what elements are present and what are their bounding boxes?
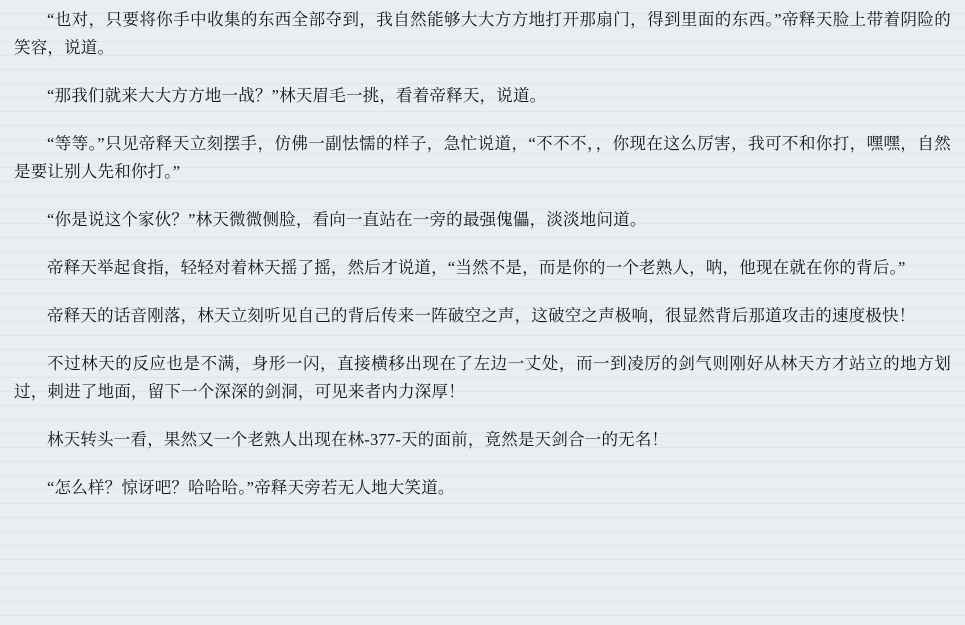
paragraph: 帝释天举起食指，轻轻对着林天摇了摇，然后才说道，“当然不是，而是你的一个老熟人，呐，他现在就在你的背后。”	[47, 258, 906, 277]
paragraph: “也对，只要将你手中收集的东西全部夺到，我自然能够大大方方地打开那扇门，得到里面的东西。”帝释天脸上带着阴险的笑容，说道。	[14, 10, 951, 57]
paragraph: 不过林天的反应也是不满，身形一闪，直接横移出现在了左边一丈处，而一到凌厉的剑气则刚好从林天方才站立的地方划过，刺进了地面，留下一个深深的剑洞，可见来者内力深厚！	[14, 354, 951, 401]
paragraph: “等等。”只见帝释天立刻摆手，仿佛一副怯懦的样子，急忙说道，“不不不，，你现在这么厉害，我可不和你打，嘿嘿，自然是要让别人先和你打。”	[14, 134, 951, 181]
paragraph: “你是说这个家伙？”林天微微侧脸，看向一直站在一旁的最强傀儡，淡淡地问道。	[47, 210, 647, 229]
paragraph: “那我们就来大大方方地一战？”林天眉毛一挑，看着帝释天，说道。	[47, 86, 547, 105]
paragraph: 帝释天的话音刚落，林天立刻听见自己的背后传来一阵破空之声，这破空之声极响，很显然背后那道攻击的速度极快！	[47, 306, 916, 325]
paragraph: “怎么样？惊讶吧？哈哈哈。”帝释天旁若无人地大笑道。	[47, 478, 455, 497]
paragraph: 林天转头一看，果然又一个老熟人出现在林-377-天的面前，竟然是天剑合一的无名！	[47, 430, 669, 449]
